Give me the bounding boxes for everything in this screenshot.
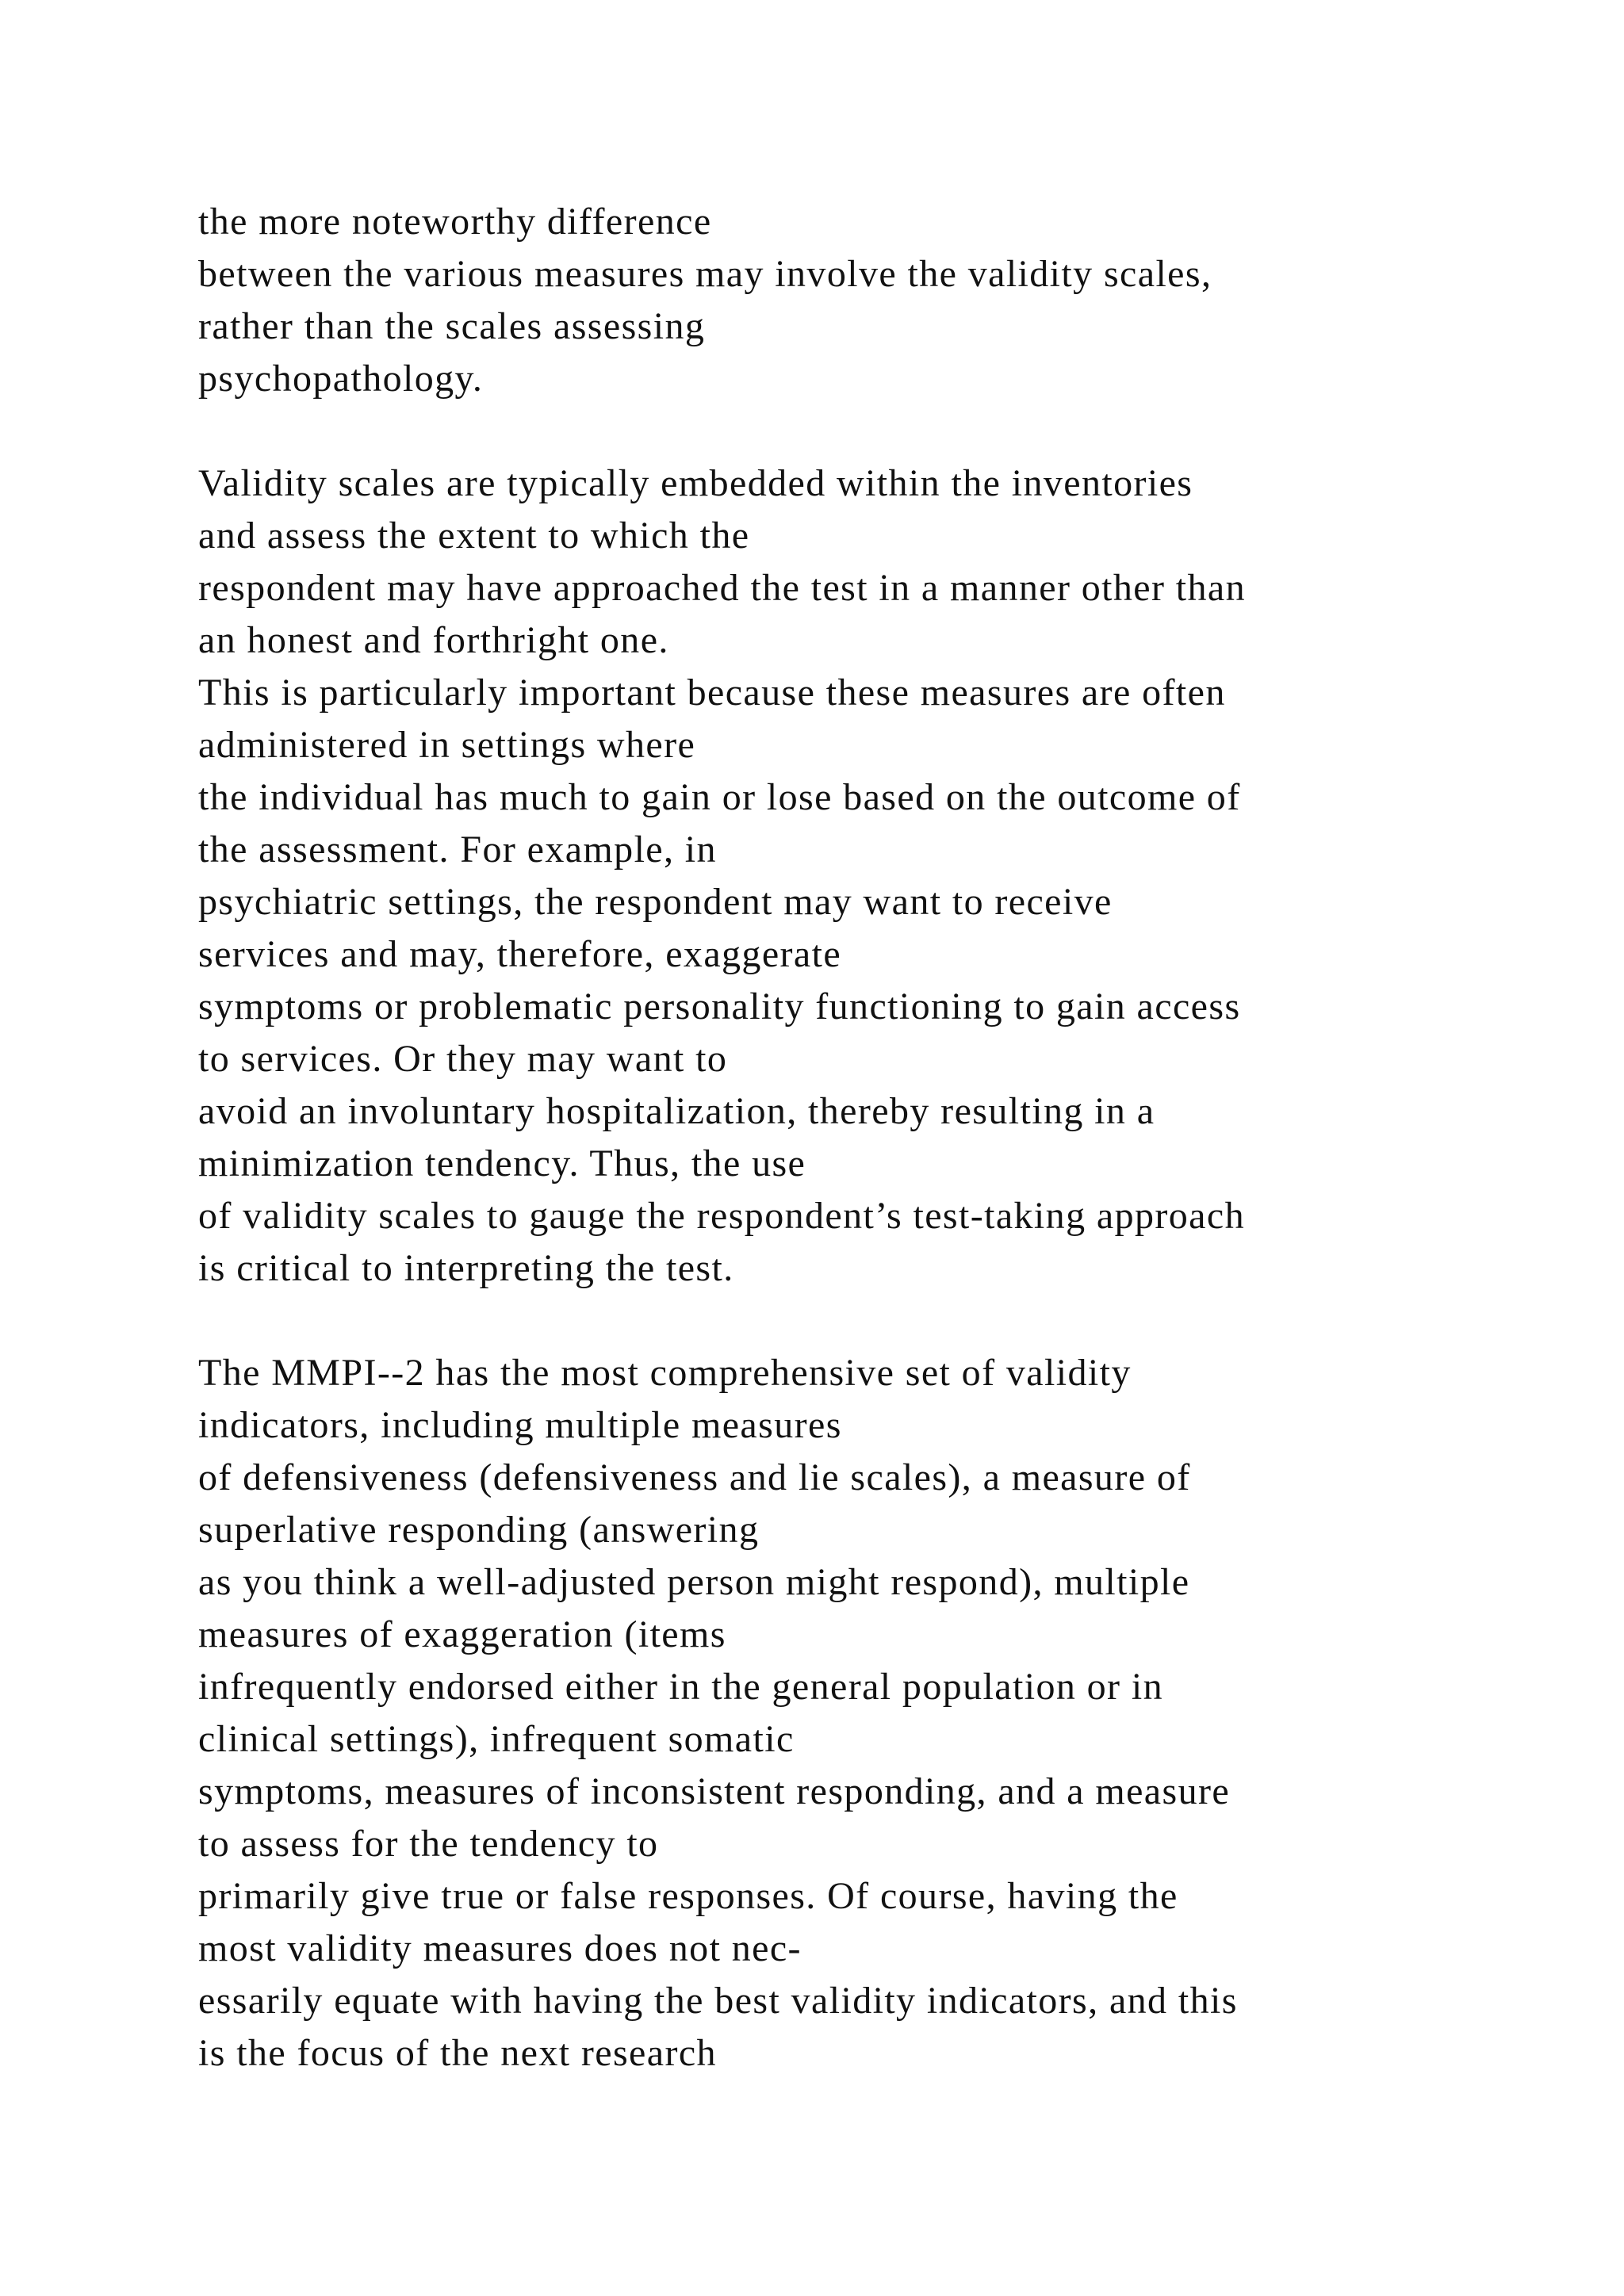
paragraph-gap — [198, 1295, 1610, 1347]
paragraph-3 — [198, 1347, 1610, 2080]
paragraph-1 — [198, 196, 1610, 405]
text-line: symptoms, measures of inconsistent responding, and a measure — [198, 1770, 1231, 1812]
text-line: is the focus of the next research — [198, 2032, 717, 2074]
text-line: the individual has much to gain or lose based on the outcome of — [198, 776, 1241, 818]
text-line: clinical settings), infrequent somatic — [198, 1718, 795, 1760]
text-line: between the various measures may involve the validity scales, — [198, 253, 1212, 295]
text-line: indicators, including multiple measures — [198, 1404, 842, 1446]
paragraph-gap — [198, 405, 1610, 457]
text-line: infrequently endorsed either in the general population or in — [198, 1666, 1163, 1708]
text-line: psychiatric settings, the respondent may want to receive — [198, 881, 1113, 923]
body-text — [198, 196, 1610, 2080]
text-line: to assess for the tendency to — [198, 1823, 659, 1865]
text-line: symptoms or problematic personality functioning to gain access — [198, 985, 1241, 1027]
text-line: an honest and forthright one. — [198, 619, 669, 661]
text-line: Validity scales are typically embedded within the inventories — [198, 462, 1193, 504]
text-line: superlative responding (answering — [198, 1509, 760, 1551]
text-line: primarily give true or false responses. Of course, having the — [198, 1875, 1178, 1917]
text-line: avoid an involuntary hospitalization, thereby resulting in a — [198, 1090, 1155, 1132]
text-line: the assessment. For example, in — [198, 828, 717, 871]
text-line: the more noteworthy difference — [198, 201, 712, 243]
text-line: as you think a well-adjusted person might respond), multiple — [198, 1561, 1190, 1603]
text-line: services and may, therefore, exaggerate — [198, 933, 842, 975]
paragraph-2 — [198, 457, 1610, 1295]
text-line: administered in settings where — [198, 724, 696, 766]
text-line: The MMPI--2 has the most comprehensive set of validity — [198, 1352, 1132, 1394]
text-line: is critical to interpreting the test. — [198, 1247, 734, 1289]
text-line: minimization tendency. Thus, the use — [198, 1142, 806, 1184]
text-line: of validity scales to gauge the respondent’s test-taking approach — [198, 1195, 1245, 1237]
text-line: essarily equate with having the best validity indicators, and this — [198, 1980, 1238, 2022]
text-line: This is particularly important because these measures are often — [198, 672, 1226, 714]
text-line: respondent may have approached the test in a manner other than — [198, 567, 1246, 609]
text-line: rather than the scales assessing — [198, 305, 706, 347]
text-line: and assess the extent to which the — [198, 515, 750, 557]
text-line: most validity measures does not nec- — [198, 1927, 802, 1969]
text-line: psychopathology. — [198, 358, 484, 400]
text-line: of defensiveness (defensiveness and lie scales), a measure of — [198, 1456, 1191, 1498]
text-line: to services. Or they may want to — [198, 1038, 728, 1080]
text-line: measures of exaggeration (items — [198, 1613, 726, 1655]
